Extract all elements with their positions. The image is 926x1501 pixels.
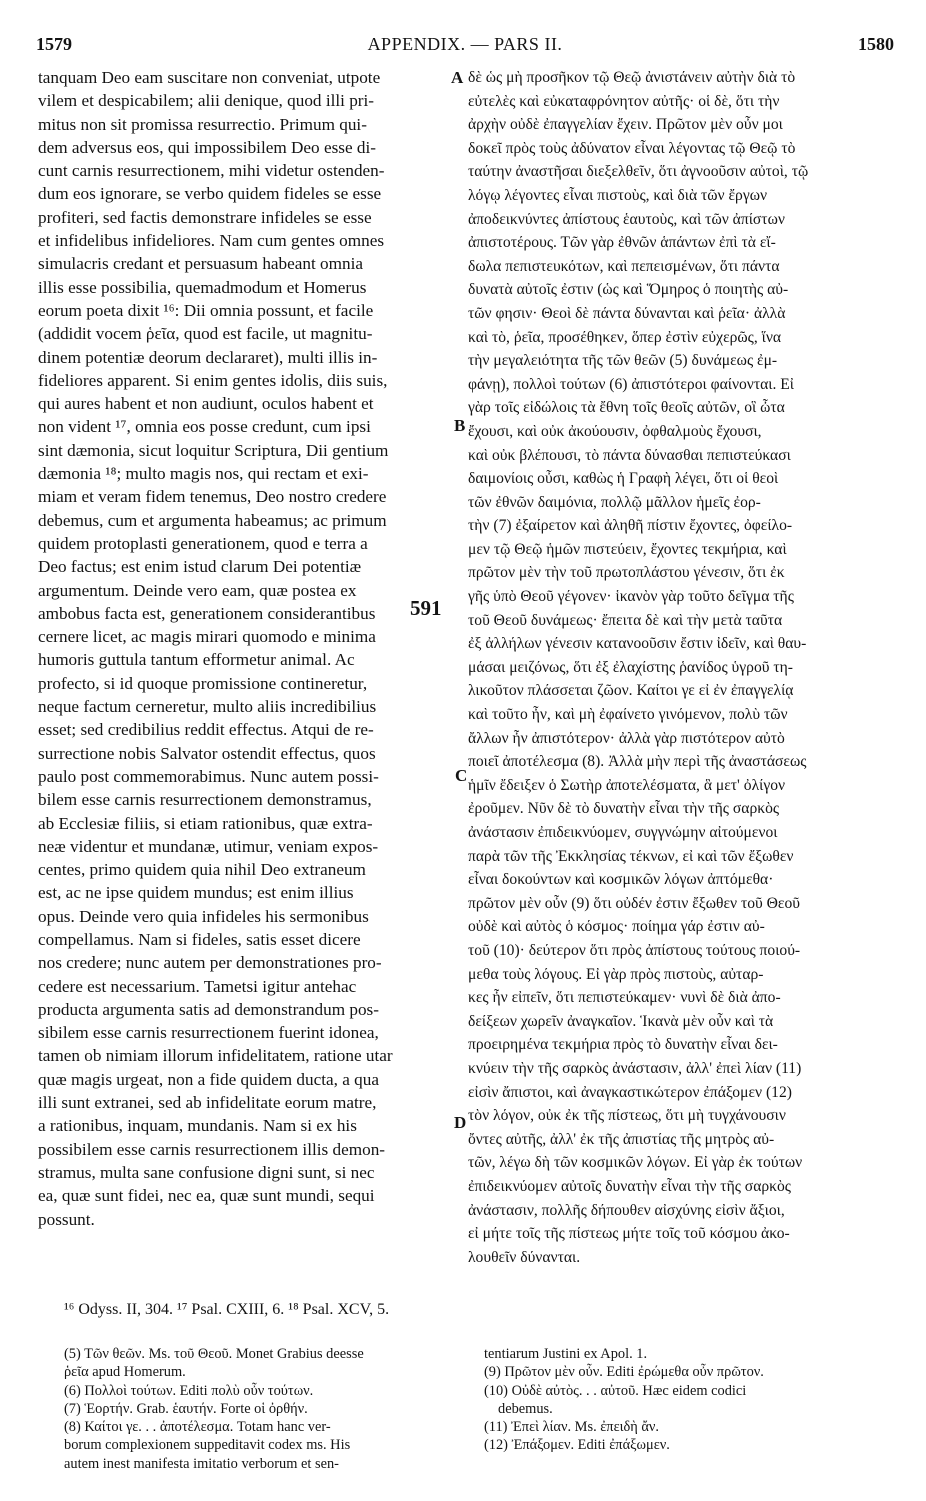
latin-text-line: dem adversus eos, qui impossibilem Deo esse di-: [38, 137, 376, 157]
latin-text-line: sibilem esse carnis resurrectionem fuerint idonea,: [38, 1023, 379, 1043]
greek-text-line: καὶ τοῦτο ἦν, καὶ μὴ ἐφαίνετο γινόμενον, πολὺ τῶν: [468, 706, 788, 724]
critical-note-line: autem inest manifesta imitatio verborum et sen-: [64, 1455, 339, 1472]
critical-note-line: (8) Καίτοι γε. . . ἀποτέλεσμα. Totam hanc ver-: [64, 1419, 331, 1436]
greek-text-line: τὴν (7) ἐξαίρετον καὶ ἀληθῆ πίστιν ἔχοντες, ὀφείλο-: [468, 517, 793, 535]
greek-text-line: μεν τῷ Θεῷ ἡμῶν πιστεύειν, ἔχοντες τεκμήρια, καὶ: [468, 540, 787, 558]
greek-text-line: φάνῃ), πολλοὶ τούτων (6) ἀπιστότεροι φαίνονται. Εἰ: [468, 375, 794, 393]
greek-text-line: ποιεῖ ἀποτέλεσμα (8). Ἀλλὰ μὴν περὶ τῆς ἀναστάσεως: [468, 753, 807, 771]
latin-text-line: profecto, si id quoque promissione contineretur,: [38, 673, 368, 693]
latin-text-line: et infidelibus infideliores. Nam cum gentes omnes: [38, 231, 385, 251]
latin-text-line: dæmonia ¹⁸; multo magis nos, qui rectam et exi-: [38, 464, 369, 484]
latin-text-line: miam et veram fidem tenemus, Deo nostro credere: [38, 487, 387, 507]
greek-text-line: ἐροῦμεν. Νῦν δὲ τὸ δυνατὴν εἶναι τὴν τῆς σαρκὸς: [468, 800, 780, 818]
greek-column: [468, 66, 898, 1269]
critical-note-line: debemus.: [498, 1400, 553, 1417]
latin-text-line: nos credere; nunc autem per demonstrationes pro-: [38, 953, 382, 973]
critical-note-line: borum complexionem suppeditavit codex ms. His: [64, 1437, 351, 1454]
greek-text-line: δὲ ὡς μὴ προσῆκον τῷ Θεῷ ἀνιστάνειν αὐτὴν διὰ τὸ: [468, 69, 796, 86]
latin-text-line: illis esse possibilia, quemadmodum et Homerus: [38, 277, 367, 297]
greek-text-line: ἀπιστοτέρους. Τῶν γὰρ ἐθνῶν ἁπάντων ἐπὶ τὰ εἴ-: [468, 234, 776, 252]
greek-text-line: ταύτην ἀναστῆσαι διεξελθεῖν, ὅτι ἀγνοοῦσιν αὐτοὶ, τῷ: [468, 163, 809, 181]
greek-text-line: εἰσὶν ἄπιστοι, καὶ ἀναγκαστικώτερον ἐπάξομεν (12): [468, 1083, 792, 1101]
greek-text-line: κες ἦν εἰπεῖν, ὅτι πεπιστεύκαμεν· νυνὶ δὲ διὰ ἀπο-: [468, 989, 781, 1007]
greek-text-line: τῶν ἐθνῶν δαιμόνια, πολλῷ μᾶλλον ἡμεῖς ἐορ-: [468, 493, 761, 511]
greek-text-line: γὰρ τοῖς εἰδώλοις τὰ ἔθνη τοῖς θεοῖς αὐτῶν, οἳ ὦτα: [468, 399, 785, 417]
greek-text-line: παρὰ τῶν τῆς Ἐκκλησίας τέκνων, εἰ καὶ τῶν ἔξωθεν: [468, 847, 794, 865]
greek-text-line: τῶν φησιν· Θεοὶ δὲ πάντα δύνανται καὶ ῥεῖα· ἀλλὰ: [468, 304, 786, 322]
latin-text-line: a rationibus, inquam, mundanis. Nam si ex his: [38, 1116, 357, 1136]
latin-text-line: debemus, cum et argumenta habeamus; ac primum: [38, 510, 387, 530]
greek-text-line: δαιμονίοις οὖσι, καθὼς ἡ Γραφὴ λέγει, ὅτι οἱ θεοὶ: [468, 470, 779, 488]
margin-letter-b: B: [454, 416, 466, 435]
latin-text-line: (addidit vocem ῥεῖα, quod est facile, ut magnitu-: [38, 324, 373, 344]
greek-text-line: δοκεῖ πρὸς τοὺς ἀδύνατον εἶναι λέγοντας τῷ Θεῷ τὸ: [468, 139, 796, 157]
greek-text-line: λόγῳ λέγοντες εἶναι πιστοὺς, καὶ διὰ τῶν ἔργων: [468, 186, 768, 204]
greek-text-line: εἶναι δοκούντων καὶ κοσμικῶν λόγων ἀπτόμεθα·: [468, 871, 774, 889]
latin-text-line: qui aures habent et non audiunt, oculos habent et: [38, 394, 374, 414]
latin-text-line: fideliores apparent. Si enim gentes idolis, diis suis,: [38, 370, 388, 390]
greek-text-line: γῆς ὑπὸ Θεοῦ γέγονεν· ἱκανὸν γὰρ τοῦτο δεῖγμα τῆς: [468, 588, 794, 606]
greek-text-line: ἀνάστασιν ἐπιδεικνύομεν, συγγνώμην αἰτούμενοι: [468, 824, 778, 841]
scripture-footnotes: ¹⁶ Odyss. II, 304. ¹⁷ Psal. CXIII, 6. ¹⁸ Psal. XCV, 5.: [64, 1301, 390, 1318]
greek-text-line: λικοῦτον πλάσσεται ζῶον. Καίτοι γε εἰ ἐν ἐπαγγελίᾳ: [468, 682, 794, 700]
latin-text-line: simulacris credant et persuasum habeant omnia: [38, 254, 364, 274]
latin-text-line: dinem potentiæ deorum declararet), multi illis in-: [38, 347, 378, 367]
latin-text-line: ab Ecclesiæ filiis, si etiam rationibus, quæ extra-: [38, 813, 373, 833]
latin-text-line: dum eos ignorare, se verbo quidem fideles se esse: [38, 184, 382, 204]
greek-text-line: τοῦ Θεοῦ δυνάμεως· ἔπειτα δὲ καὶ τὴν μετὰ ταῦτα: [468, 611, 783, 629]
running-title: APPENDIX. — PARS II.: [367, 34, 563, 54]
greek-text-line: μάσαι μειζόνως, ὅτι ἐξ ἐλαχίστης ῥανίδος ὑγροῦ τη-: [468, 658, 793, 676]
page-number-left: 1579: [36, 34, 72, 54]
margin-letter-c: C: [455, 766, 468, 785]
greek-text-line: τὸν λόγον, οὐκ ἐκ τῆς πίστεως, ὅτι μὴ τυγχάνουσιν: [468, 1107, 786, 1125]
latin-column: [38, 66, 448, 1231]
greek-text-line: ἐπιδεικνύομεν αὐτοῖς δυνατὴν εἶναι τὴν τῆς σαρκὸς: [468, 1177, 791, 1195]
latin-text-line: opus. Deinde vero quia infideles his sermonibus: [38, 906, 369, 926]
latin-text-line: cunt carnis resurrectionem, mihi videtur ostenden-: [38, 161, 385, 181]
running-header: [36, 34, 894, 60]
latin-text-line: centes, primo quidem quia nihil Deo extraneum: [38, 860, 366, 880]
critical-note-line: (12) Ἐπάξομεν. Editi ἐπάξωμεν.: [484, 1437, 670, 1454]
latin-text-line: esset; sed credibilius reddit effectus. Atqui de re-: [38, 720, 374, 740]
latin-text-line: paulo post commemorabimus. Nunc autem possi-: [38, 766, 379, 786]
latin-text-line: mitus non sit promissa resurrectio. Primum qui-: [38, 114, 367, 134]
greek-text-line: κνύειν τὴν τῆς σαρκὸς ἀνάστασιν, ἀλλ' ἐπεὶ λίαν (11): [468, 1059, 802, 1077]
greek-text-line: οὐδὲ καὶ αὐτὸς ὁ κόσμος· ποίημα γάρ ἐστιν αὐ-: [468, 918, 765, 936]
latin-text-line: non vident ¹⁷, omnia eos posse credunt, cum ipsi: [38, 417, 371, 437]
latin-text-line: quidem protoplasti generationem, quod e terra a: [38, 533, 368, 553]
greek-text-line: εἰ μήτε τοῖς τῆς πίστεως μήτε τοῖς τοῦ κόσμου ἀκο-: [468, 1225, 790, 1243]
greek-text-line: προειρημένα τεκμήρια πρὸς τὸ δυνατὴν εἶναι δει-: [468, 1036, 778, 1054]
greek-text-line: λουθεῖν δύνανται.: [468, 1248, 581, 1266]
latin-text-line: tanquam Deo eam suscitare non conveniat, utpote: [38, 68, 381, 87]
margin-letter-a: A: [451, 68, 464, 87]
critical-note-line: (10) Οὐδὲ αὐτὸς. . . αὐτοῦ. Hæc eidem codici: [484, 1382, 747, 1399]
latin-text-line: illi sunt extranei, sed ab infidelitate eorum matre,: [38, 1093, 377, 1113]
latin-text-line: neque factum cerneretur, multo aliis incredibilius: [38, 697, 377, 717]
latin-text-line: sint dæmonia, sicut loquitur Scriptura, Dii gentium: [38, 440, 389, 460]
critical-note-line: (9) Πρῶτον μὲν οὖν. Editi ἐρώμεθα οὖν πρῶτον.: [484, 1364, 764, 1381]
latin-text-line: possunt.: [38, 1209, 95, 1229]
latin-text-line: ea, quæ sunt fidei, nec ea, quæ sunt mundi, sequi: [38, 1186, 375, 1206]
latin-text-line: profiteri, sed factis demonstrare infideles se esse: [38, 207, 372, 227]
latin-text-line: argumentum. Deinde vero eam, quæ postea ex: [38, 580, 357, 600]
greek-text-line: ἄλλων ἦν ἀπιστότερον· ἀλλὰ γὰρ πιστότερον αὐτὸ: [468, 729, 785, 747]
latin-text-line: tamen ob nimiam illorum infidelitatem, ratione utar: [38, 1046, 393, 1066]
latin-text-line: eorum poeta dixit ¹⁶: Dii omnia possunt, et facile: [38, 300, 374, 320]
greek-text-line: ἀνάστασιν, πολλῆς δήπουθεν αἰσχύνης εἰσὶν ἄξιοι,: [468, 1201, 785, 1219]
latin-text-line: ambobus facta est, generationem considerantibus: [38, 603, 376, 623]
margin-letter-d: D: [454, 1113, 467, 1132]
latin-text-line: possibilem esse carnis resurrectionem illis demon-: [38, 1139, 386, 1159]
greek-text-line: καὶ οὐκ βλέπουσι, τὸ πάντα δύνασθαι πεπιστεύκασι: [468, 446, 791, 464]
greek-text-line: πρῶτον μὲν οὖν (9) ὅτι οὐδέν ἐστιν ἔξωθεν τοῦ Θεοῦ: [468, 894, 800, 912]
greek-text-line: τὴν μεγαλειότητα τῆς τῶν θεῶν (5) δυνάμεως ἐμ-: [468, 352, 778, 370]
latin-text-line: bilem esse carnis resurrectionem demonstramus,: [38, 790, 372, 810]
greek-text-line: ἀρχὴν οὐδὲ ἐπαγγελίαν ἔχειν. Πρῶτον μὲν οὖν μοι: [468, 116, 783, 134]
greek-text-line: δωλα πεπιστευκότων, καὶ πεπεισμένων, ὅτι πάντα: [468, 257, 780, 275]
page-number-right: 1580: [858, 34, 894, 54]
critical-note-line: tentiarum Justini ex Apol. 1.: [484, 1346, 648, 1362]
critical-note-line: ῥεῖα apud Homerum.: [64, 1364, 186, 1381]
latin-text-line: compellamus. Nam si fideles, satis esset dicere: [38, 929, 361, 949]
greek-text-line: πρῶτον μὲν τὴν τοῦ πρωτοπλάστου γένεσιν, ὅτι ἐκ: [468, 564, 785, 582]
critical-notes-left: [64, 1345, 464, 1473]
latin-text-line: quæ magis urgeat, non a fide quidem ducta, a qua: [38, 1069, 379, 1089]
latin-text-line: surrectione nobis Salvator ostendit effectus, quos: [38, 743, 376, 763]
latin-text-line: cedere est necessarium. Tametsi igitur antehac: [38, 976, 357, 996]
latin-text-line: stramus, multa sane confusione digni sunt, si nec: [38, 1162, 375, 1182]
column-number: 591: [410, 596, 442, 620]
critical-note-line: (6) Πολλοὶ τούτων. Editi πολὺ οὖν τούτων.: [64, 1382, 314, 1399]
latin-text-line: cernere licet, ac magis mirari quomodo e minima: [38, 627, 376, 647]
greek-text-line: ὄντες αὐτῆς, ἀλλ' ἐκ τῆς ἀπιστίας τῆς μητρὸς αὐ-: [468, 1130, 775, 1148]
greek-text-line: εὐτελὲς καὶ εὐκαταφρόνητον αὐτῆς· οἱ δὲ, ὅτι τὴν: [468, 92, 780, 110]
greek-text-line: ἔχουσι, καὶ οὐκ ἀκούουσιν, ὀφθαλμοὺς ἔχουσι,: [468, 422, 762, 440]
greek-text-line: δείξεων χωρεῖν ἀναγκαῖον. Ἱκανὰ μὲν οὖν καὶ τὰ: [468, 1012, 774, 1030]
greek-text-line: καὶ τὸ, ῥεῖα, προσέθηκεν, ὅπερ ἐστὶν εὐχερῶς, ἵνα: [468, 328, 782, 346]
greek-text-line: ἀποδεικνύντες ἀπίστους ἑαυτοὺς, καὶ τῶν ἀπίστων: [468, 210, 785, 228]
greek-text-line: μεθα τοὺς λόγους. Εἰ γὰρ πρὸς πιστοὺς, αὐταρ-: [468, 965, 764, 983]
critical-notes-right: [484, 1345, 904, 1455]
latin-text-line: Deo factus; est enim istud clarum Dei potentiæ: [38, 557, 362, 577]
greek-text-line: δυνατὰ αὐτοῖς ἐστιν (ὡς καὶ Ὅμηρος ὁ ποιητὴς αὐ-: [468, 281, 789, 299]
latin-text-line: est, ac ne ipse quidem mundus; est enim illius: [38, 883, 354, 903]
latin-text-line: producta argumenta satis ad demonstrandum pos-: [38, 999, 379, 1019]
critical-note-line: (7) Ἑορτήν. Grab. ἑαυτήν. Forte οἱ ὀρθήν.: [64, 1400, 308, 1417]
greek-text-line: ἡμῖν ἔδειξεν ὁ Σωτὴρ ἀποτελέσματα, ἃ μετ' ὀλίγον: [468, 776, 786, 794]
critical-note-line: (11) Ἐπεὶ λίαν. Ms. ἐπειδὴ ἄν.: [484, 1419, 660, 1436]
latin-text-line: neæ videntur et mundanæ, utimur, veniam expos-: [38, 836, 379, 856]
greek-text-line: τῶν, λέγω δὴ τῶν κοσμικῶν λόγων. Εἰ γὰρ ἐκ τούτων: [468, 1154, 803, 1172]
greek-text-line: τοῦ (10)· δεύτερον ὅτι πρὸς ἀπίστους τούτους ποιού-: [468, 941, 801, 959]
greek-text-line: ἐξ ἀλλήλων γένεσιν κατανοοῦσιν ἔστιν ἰδεῖν, καὶ θαυ-: [468, 635, 807, 653]
critical-note-line: (5) Τῶν θεῶν. Ms. τοῦ Θεοῦ. Monet Grabius deesse: [64, 1346, 364, 1362]
latin-text-line: humoris guttula tantum efformetur animal. Ac: [38, 650, 355, 670]
latin-text-line: vilem et despicabilem; alii denique, quod illi pri-: [38, 91, 375, 111]
